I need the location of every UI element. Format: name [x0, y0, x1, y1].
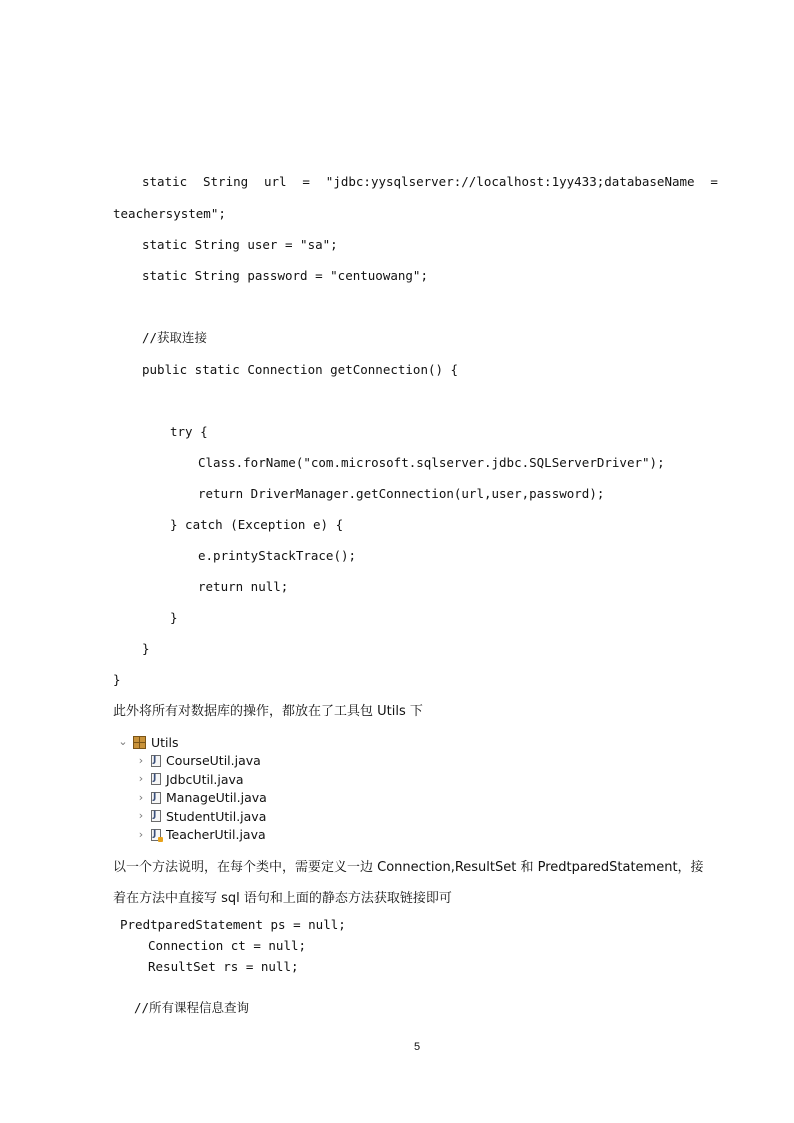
chevron-right-icon[interactable]: ›: [138, 772, 144, 786]
paragraph-method-line2: 着在方法中直接写 sql 语句和上面的静态方法获取链接即可: [113, 891, 452, 906]
chevron-right-icon[interactable]: ›: [138, 790, 144, 804]
code-line-ct: Connection ct = null;: [148, 938, 307, 953]
code-line-return: return DriverManager.getConnection(url,user,password);: [198, 486, 605, 501]
paragraph-utils: 此外将所有对数据库的操作，都放在了工具包 Utils 下: [113, 704, 423, 719]
java-file-icon: [151, 792, 161, 804]
code-line-close-catch: }: [170, 610, 178, 625]
project-tree: [118, 733, 267, 844]
java-file-icon: [151, 755, 161, 767]
code-line-try: try {: [170, 424, 208, 439]
code-line-method-signature: public static Connection getConnection() {: [142, 362, 459, 377]
code-line-print: e.printyStackTrace();: [198, 548, 357, 563]
code-comment: //获取连接: [142, 330, 208, 345]
tree-file-item[interactable]: [118, 807, 267, 826]
package-icon: [133, 736, 146, 748]
chevron-down-icon[interactable]: ⌄: [118, 735, 128, 749]
code-token: static: [142, 174, 188, 189]
tree-file-label: CourseUtil.java: [166, 753, 261, 769]
tree-file-label: TeacherUtil.java: [166, 827, 266, 843]
code-line-ps: PredtparedStatement ps = null;: [120, 917, 346, 932]
tree-file-item[interactable]: [118, 770, 267, 789]
code-line-rs: ResultSet rs = null;: [148, 959, 299, 974]
java-file-icon: [151, 773, 161, 785]
code-line-url: [142, 174, 718, 190]
code-token: String: [203, 174, 249, 189]
code-comment: //所有课程信息查询: [134, 1000, 250, 1015]
code-line-forname: Class.forName("com.microsoft.sqlserver.jdbc.SQLServerDriver");: [198, 455, 665, 470]
java-file-warning-icon: [151, 829, 161, 841]
tree-file-item[interactable]: [118, 752, 267, 771]
code-token: url: [264, 174, 287, 189]
chevron-right-icon[interactable]: ›: [138, 809, 144, 823]
code-token: =: [302, 174, 310, 189]
code-line-user: static String user = "sa";: [142, 237, 338, 252]
code-line-url-cont: teachersystem";: [113, 206, 226, 221]
code-token: "jdbc:yysqlserver://localhost:1yy433;databaseName: [325, 174, 695, 189]
chevron-right-icon[interactable]: ›: [138, 827, 144, 841]
code-token: =: [710, 174, 718, 189]
tree-file-label: JdbcUtil.java: [166, 771, 244, 787]
code-line-close-class: }: [113, 672, 121, 687]
tree-file-item[interactable]: [118, 789, 267, 808]
code-line-password: static String password = "centuowang";: [142, 268, 428, 283]
page-number: 5: [413, 1041, 421, 1053]
tree-file-label: ManageUtil.java: [166, 790, 267, 806]
java-file-icon: [151, 810, 161, 822]
code-line-catch: } catch (Exception e) {: [170, 517, 344, 532]
code-line-close-method: }: [142, 641, 150, 656]
tree-file-label: StudentUtil.java: [166, 808, 267, 824]
code-line-return-null: return null;: [198, 579, 289, 594]
tree-file-item[interactable]: [118, 826, 267, 845]
tree-package-utils[interactable]: [118, 733, 267, 752]
chevron-right-icon[interactable]: ›: [138, 753, 144, 767]
tree-package-label: Utils: [151, 734, 179, 750]
paragraph-method-line1: 以一个方法说明，在每个类中，需要定义一边 Connection,ResultSet 和 PredtparedStatement，接: [113, 860, 704, 875]
